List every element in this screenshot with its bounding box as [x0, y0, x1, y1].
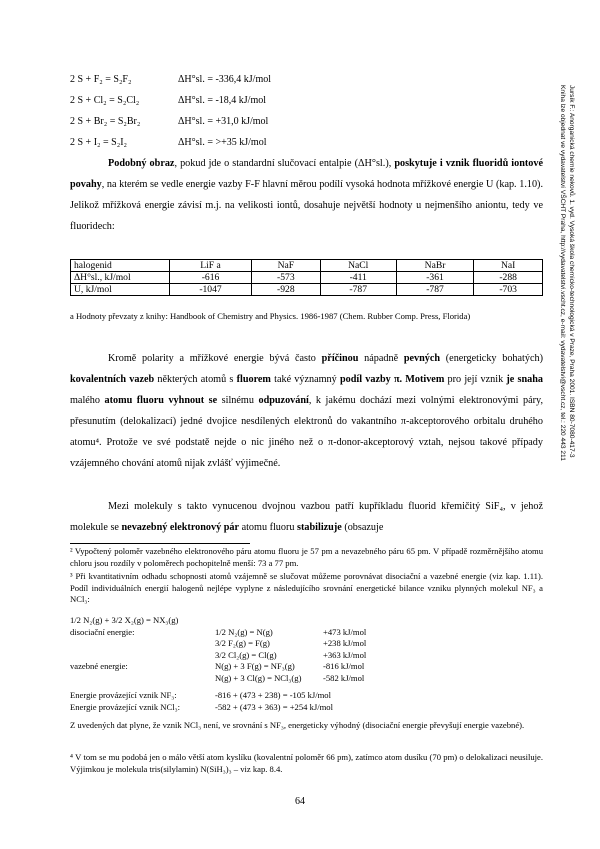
calc-row: [70, 650, 366, 662]
order-info-line: Kniha lze objednat ve vydavatelství VŠCHT Praha, http://vydavatelstvi.vscht.cz, e-mail: vydavatelstvi@vscht.cz, tel.: 220 443 211: [559, 85, 566, 461]
reaction-equation: 2 S + Cl₂ = S₂Cl₂: [70, 95, 140, 106]
table-cell: -787: [396, 284, 474, 296]
energy-calculation: [70, 615, 366, 713]
calc-total-label: Energie provázející vznik NF₃:: [70, 690, 177, 700]
table-cell: -787: [320, 284, 396, 296]
paragraph-fluorides: Podobný obraz, pokud jde o standardní slučovací entalpie (ΔH°sl.), poskytuje i vznik fluoridů iontové povahy, na kterém se vedle energie vazby F-F hlavní měrou podílí vysoká hodnota mřížkové energie U (kap. 1.10). Jelikož mřížková energie závisí m.j. na velikosti iontů, dosahuje největší hodnoty u nejmenšího aniontu, tedy ve fluoridech:: [70, 158, 543, 232]
calc-total-value: -582 + (473 + 363) = +254 kJ/mol: [215, 701, 333, 712]
citation-line: Jursík F.: Anorganická chemie nekovů. 1. vyd. Vysoká škola chemicko-technologická v Praze, Praha 2001. ISBN 80-7080-417-3: [568, 85, 575, 458]
calc-reaction: 1/2 N₂(g) = N(g): [215, 626, 273, 637]
table-footnote: a Hodnoty převzaty z knihy: Handbook of Chemistry and Physics. 1986-1987 (Chem. Rubber Comp. Press, Florida): [70, 311, 471, 321]
table-cell: -1047: [170, 284, 252, 296]
table-row: [71, 284, 543, 296]
footnote-3: ³ Při kvantitativním odhadu schopnosti atomů vzájemně se slučovat můžeme porovnávat disociační a vazebné energie (viz kap. 1.11). Podíl individuálních energií halogenů nejlépe vyplyne z následujícího srovnání energetické bilance vzniku plynných molekul NF₃ a NCl₃:: [70, 571, 543, 604]
page-number: 64: [295, 796, 305, 807]
paragraph-sif4: Mezi molekuly s takto vynucenou dvojnou vazbou patří kupříkladu fluorid křemičitý SiF₄, v jehož molekule se nevazebný elektronový pár atomu fluoru stabilizuje (obsazuje: [70, 501, 543, 533]
calc-reaction: 3/2 Cl₂(g) = Cl(g): [215, 649, 277, 660]
footnote-4: ⁴ V tom se mu podobá jen o málo větší atom kyslíku (kovalentní poloměr 66 pm), zatímco atom dusíku (70 pm) o delokalizaci neusiluje. Výjimkou je molekula tris(silylamin) N(SiH₃)₃ – viz kap. 8.4.: [70, 752, 543, 774]
reaction-enthalpy: ΔH°sl. = >+35 kJ/mol: [178, 137, 267, 148]
calc-overall: 1/2 N₂(g) + 3/2 X₂(g) = NX₃(g): [70, 615, 179, 625]
reaction-enthalpy: ΔH°sl. = +31,0 kJ/mol: [178, 116, 269, 127]
table-cell: NaF: [252, 260, 321, 272]
table-cell: NaI: [474, 260, 543, 272]
calc-reaction: N(g) + 3 F(g) = NF₃(g): [215, 661, 295, 671]
reaction-equation: 2 S + I₂ = S₂I₂: [70, 137, 128, 148]
calc-value: -816 kJ/mol: [323, 661, 365, 671]
reaction-row: [70, 115, 271, 136]
table-cell: -928: [252, 284, 321, 296]
calc-reaction: N(g) + 3 Cl(g) = NCl₃(g): [215, 672, 302, 683]
reaction-equation: 2 S + F₂ = S₂F₂: [70, 74, 132, 85]
calc-label: disociační energie:: [70, 626, 135, 637]
table-cell: -361: [396, 272, 474, 284]
calc-conclusion: Z uvedených dat plyne, že vznik NCl₃ není, ve srovnání s NF₃, energeticky výhodný (disociační energie převyšují energie vazebné).: [70, 720, 525, 730]
table-cell: NaBr: [396, 260, 474, 272]
table-cell: halogenid: [71, 260, 170, 272]
reaction-equation: 2 S + Br₂ = S₂Br₂: [70, 116, 141, 127]
reaction-list: [70, 73, 271, 157]
calc-value: -582 kJ/mol: [323, 672, 365, 683]
table-cell: -616: [170, 272, 252, 284]
reaction-row: [70, 73, 271, 94]
table-row: [71, 272, 543, 284]
calc-value: +238 kJ/mol: [323, 638, 367, 648]
calc-reaction: 3/2 F₂(g) = F(g): [215, 638, 270, 648]
paragraph-pi-bonding: Kromě polarity a mřížkové energie bývá často příčinou nápadně pevných (energeticky bohatých) kovalentních vazeb některých atomů s fluorem také významný podíl vazby π. Motivem pro její vznik je snaha malého atomu fluoru vyhnout se silnému odpuzování, k jakému dochází mezi volnými elektronovými páry, přesunutím (delokalizací) jedné dvojice nesdílených elektronů do vakantního π-akceptorového orbitalu druhého atomu⁴. Protože ve své podstatě nejde o nic jiného než o π-donor-akceptorový vztah, nejsou takové případy vzájemného chování atomů nijak zvlášť výjimečné.: [70, 353, 544, 469]
table-cell: -573: [252, 272, 321, 284]
calc-value: +473 kJ/mol: [323, 626, 367, 637]
table-cell: U, kJ/mol: [71, 284, 170, 296]
enthalpy-table: [70, 259, 543, 296]
reaction-row: [70, 94, 271, 115]
table-cell: -288: [474, 272, 543, 284]
calc-total-label: Energie provázející vznik NCl₃:: [70, 701, 180, 712]
calc-row: [70, 661, 366, 673]
calc-row: [70, 638, 366, 650]
table-cell: LiF a: [170, 260, 252, 272]
reaction-enthalpy: ΔH°sl. = -336,4 kJ/mol: [178, 74, 272, 85]
calc-label: vazebné energie:: [70, 661, 128, 671]
footnote-divider: [70, 543, 250, 544]
calc-value: +363 kJ/mol: [323, 649, 367, 660]
table-header-row: [71, 260, 543, 272]
calc-total-row: [70, 702, 366, 714]
sidebar-citation: [558, 85, 576, 461]
table-cell: -703: [474, 284, 543, 296]
reaction-enthalpy: ΔH°sl. = -18,4 kJ/mol: [178, 95, 267, 106]
calc-row: [70, 673, 366, 685]
calc-total-value: -816 + (473 + 238) = -105 kJ/mol: [215, 690, 331, 700]
calc-row: [70, 627, 366, 639]
footnote-2: ² Vypočtený poloměr vazebného elektronového páru atomu fluoru je 57 pm a nevazebného páru 65 pm. V případě rozměrnějšího atomu chloru jsou rozdíly v poloměrech pochopitelně menší: 73 a 77 pm.: [70, 546, 543, 568]
table-cell: ΔH°sl., kJ/mol: [71, 272, 170, 284]
calc-total-row: [70, 690, 366, 702]
table-cell: NaCl: [320, 260, 396, 272]
table-cell: -411: [320, 272, 396, 284]
